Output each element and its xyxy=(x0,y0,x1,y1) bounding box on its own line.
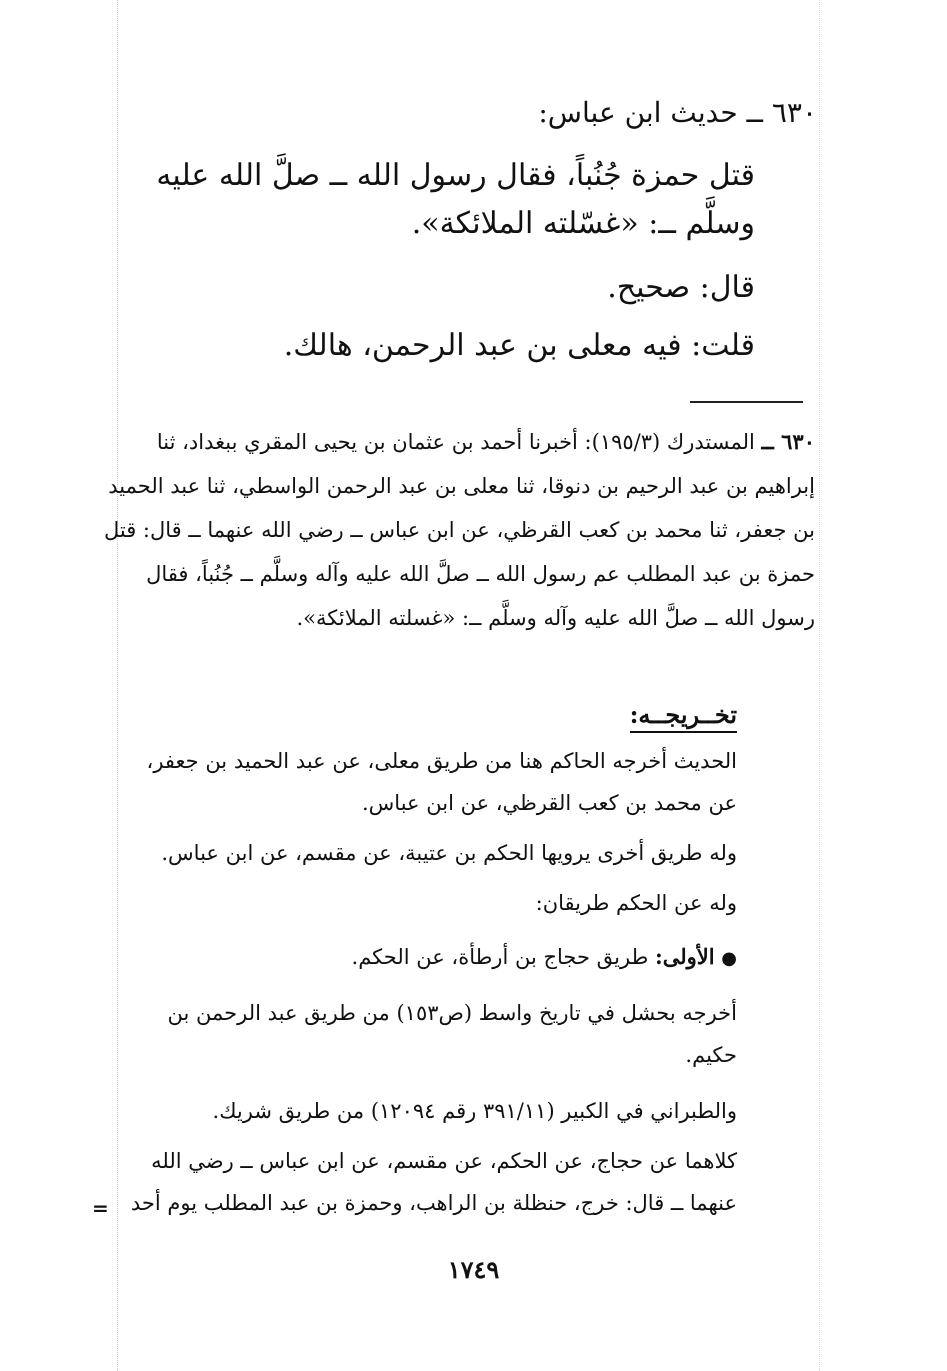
first-route-text: طريق حجاج بن أرطأة، عن الحكم. xyxy=(351,945,649,969)
bullet-icon: ● xyxy=(721,948,737,969)
takhrij-paragraph-4 xyxy=(122,936,737,980)
takhrij-paragraph-5: أخرجه بحشل في تاريخ واسط (ص١٥٣) من طريق عبد الرحمن بن حكيم. xyxy=(167,1001,737,1067)
page-number: ١٧٤٩ xyxy=(447,1255,500,1284)
footnote-text: المستدرك (١٩٥/٣): أخبرنا أحمد بن عثمان بن يحيى المقري ببغداد، ثنا إبراهيم بن عبد الرحيم بن دنوقا، ثنا معلى بن عبد الرحمن الواسطي، ثنا عبد الحميد بن جعفر، ثنا محمد بن كعب القرظي، عن ابن عباس ــ رضي الله عنهما ــ قال: قتل حمزة بن عبد المطلب عم رسول الله ــ صلَّ الله عليه وآله وسلَّم ــ جُنُباً، فقال رسول الله ــ صلَّ الله عليه وآله وسلَّم ــ: «غسلته الملائكة». xyxy=(103,430,815,630)
footnote-number: ٦٣٠ ــ xyxy=(761,429,815,454)
footnote-separator xyxy=(690,401,803,403)
hadith-heading: ٦٣٠ ــ حديث ابن عباس: xyxy=(538,96,817,129)
first-route-label: الأولى: xyxy=(654,944,715,969)
takhrij-paragraph-2: وله طريق أخرى يرويها الحكم بن عتيبة، عن مقسم، عن ابن عباس. xyxy=(161,841,737,865)
continuation-mark: = xyxy=(92,1196,109,1220)
takhrij-paragraph-6: والطبراني في الكبير (٣٩١/١١ رقم ١٢٠٩٤) من طريق شريك. xyxy=(212,1099,737,1123)
hadith-text: قتل حمزة جُنُباً، فقال رسول الله ــ صلَّ الله عليه وسلَّم ــ: «غسّلته الملائكة». xyxy=(156,158,755,241)
hakim-verdict: قال: صحيح. xyxy=(607,270,755,305)
right-margin-guide xyxy=(819,0,820,1371)
takhrij-heading-text: تخــريجــه: xyxy=(630,700,737,733)
footnote xyxy=(95,420,815,640)
takhrij-heading xyxy=(437,700,737,729)
takhrij-paragraph-3: وله عن الحكم طريقان: xyxy=(535,891,737,915)
takhrij-paragraph-1: الحديث أخرجه الحاكم هنا من طريق معلى، عن عبد الحميد بن جعفر، عن محمد بن كعب القرظي، عن ابن عباس. xyxy=(146,749,737,815)
dhahabi-comment: قلت: فيه معلى بن عبد الرحمن، هالك. xyxy=(283,328,755,363)
takhrij-paragraph-7: كلاهما عن حجاج، عن الحكم، عن مقسم، عن ابن عباس ــ رضي الله عنهما ــ قال: خرج، حنظلة بن الراهب، وحمزة بن عبد المطلب يوم أحد xyxy=(130,1149,737,1215)
